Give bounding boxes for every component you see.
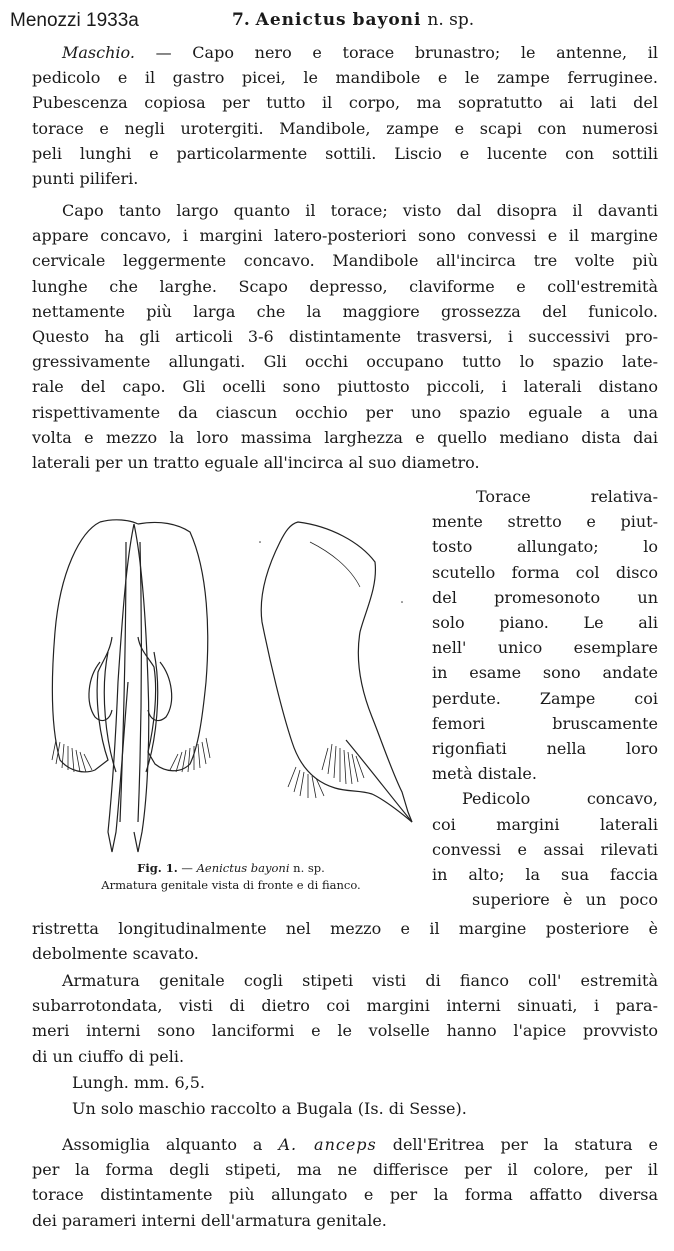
paragraph-male-description	[32, 40, 658, 191]
text-line: torace e negli urotergiti. Mandibole, zampe e scapi con numerosi	[32, 118, 658, 138]
text-line: appare concavo, i margini latero-posteriori sono convessi e il margine	[32, 226, 658, 246]
caption-species: Aenictus bayoni	[196, 861, 290, 875]
text-line: Pubescenza copiosa per tutto il corpo, ma sopratutto ai lati del	[32, 93, 658, 113]
paragraph-head-description	[32, 198, 658, 475]
text-line: Maschio. — Capo nero e torace brunastro; le antenne, il	[62, 43, 658, 62]
text-line: Questo ha gli articoli 3-6 distintamente trasversi, i successivi pro-	[32, 327, 658, 347]
side-column-thorax	[432, 484, 658, 912]
text-line: Assomiglia alquanto a A. anceps dell'Eritrea per la statura e	[62, 1135, 659, 1154]
length-measurement: Lungh. mm. 6,5.	[72, 1073, 205, 1092]
text-line: coi margini laterali	[432, 814, 658, 834]
heading-number: 7.	[232, 10, 250, 30]
text-line: torace distintamente più allungato e per la forma affatto diversa	[32, 1185, 658, 1205]
species-reference: A. anceps	[278, 1135, 377, 1154]
text-line: debolmente scavato.	[32, 944, 199, 964]
text-line: punti piliferi.	[32, 169, 139, 189]
heading-suffix: n. sp.	[427, 10, 475, 30]
paragraph-genitalia	[32, 968, 658, 1069]
text-line: mente stretto e piut-	[432, 512, 658, 532]
lead-term: Maschio.	[62, 43, 135, 62]
text-line: subarrotondata, visti di dietro coi margini interni sinuati, i para-	[32, 996, 658, 1016]
text-line: perdute. Zampe coi	[432, 688, 658, 708]
text-line: Pedicolo concavo,	[462, 789, 658, 809]
text-line: nell' unico esemplare	[432, 638, 658, 658]
text-line: cervicale leggermente concavo. Mandibole all'incirca tre volte più	[32, 251, 658, 271]
heading-species: bayoni	[352, 10, 422, 30]
locality-note: Un solo maschio raccolto a Bugala (Is. di Sesse).	[72, 1099, 467, 1118]
text-line: di un ciuffo di peli.	[32, 1046, 185, 1066]
text-line: femori bruscamente	[432, 713, 658, 733]
source-label: Menozzi 1933a	[10, 10, 139, 31]
caption-description: Armatura genitale vista di fronte e di fianco.	[101, 878, 361, 892]
text-line: tosto allungato; lo	[432, 537, 658, 557]
text-line: pedicolo e il gastro picei, le mandibole e le zampe ferruginee.	[32, 68, 658, 88]
text-line: Capo tanto largo quanto il torace; visto dal disopra il davanti	[62, 201, 658, 220]
caption-figure-number: Fig. 1.	[137, 861, 178, 875]
text-line: superiore è un poco	[472, 890, 658, 910]
text-line: laterali per un tratto eguale all'incirca al suo diametro.	[32, 453, 480, 473]
text-line: rispettivamente da ciascun occhio per uno spazio eguale a una	[32, 402, 658, 422]
text-line: del promesonoto un	[432, 587, 658, 607]
heading-genus: Aenictus	[255, 10, 347, 30]
text-line: per la forma degli stipeti, ma ne differisce per il colore, per il	[32, 1160, 658, 1180]
text-line: Armatura genitale cogli stipeti visti di fianco coll' estremità	[62, 971, 658, 990]
text-line: nettamente più larga che la maggiore grossezza del funicolo.	[32, 301, 658, 321]
paragraph-pedicel-continued	[32, 916, 658, 966]
text-line: ristretta longitudinalmente nel mezzo e il margine posteriore è	[32, 919, 658, 938]
figure-caption: Fig. 1. — Aenictus bayoni n. sp. Armatura genitale vista di fronte e di fianco.	[36, 860, 426, 894]
text-line: lunghe che larghe. Scapo depresso, claviforme e coll'estremità	[32, 276, 658, 296]
text-line: in alto; la sua faccia	[432, 865, 658, 885]
text-line: in esame sono andate	[432, 663, 658, 683]
genitalia-figure	[30, 502, 425, 862]
text-line: scutello forma col disco	[432, 562, 658, 582]
text-line: Torace relativa-	[476, 487, 658, 506]
text-line: volta e mezzo la loro massima larghezza e quello mediano dista dai	[32, 427, 658, 447]
text-line: convessi e assai rilevati	[432, 839, 658, 859]
paragraph-comparison	[32, 1132, 658, 1233]
text-line: rale del capo. Gli ocelli sono piuttosto piccoli, i laterali distano	[32, 377, 658, 397]
text-line: solo piano. Le ali	[432, 613, 658, 633]
text-line: metà distale.	[432, 764, 537, 784]
text-line: dei parameri interni dell'armatura genitale.	[32, 1210, 387, 1230]
text-line: rigonfiati nella loro	[432, 739, 658, 759]
text-line: meri interni sono lanciformi e le volselle hanno l'apice provvisto	[32, 1021, 658, 1041]
text-line: peli lunghi e particolarmente sottili. Liscio e lucente con sottili	[32, 143, 658, 163]
species-heading	[232, 10, 474, 30]
text-line: gressivamente allungati. Gli occhi occupano tutto lo spazio late-	[32, 352, 658, 372]
